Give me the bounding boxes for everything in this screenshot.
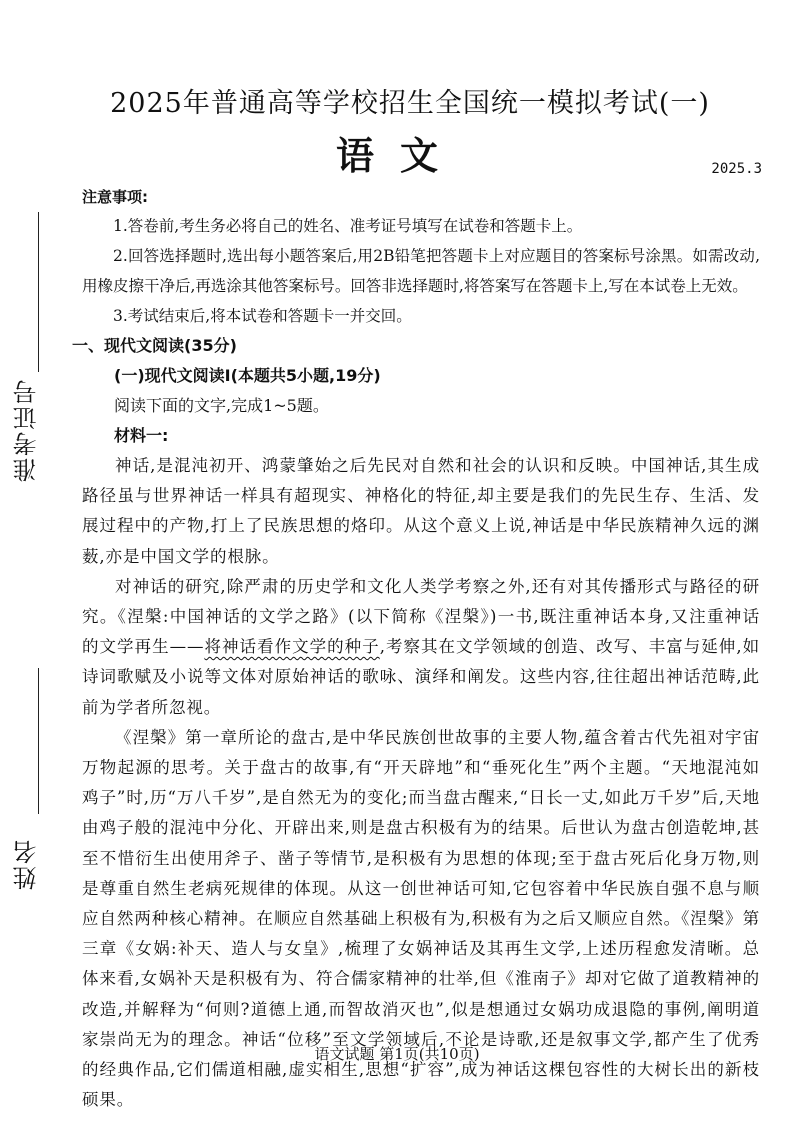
wavy-underlined-phrase: 将神话看作文学的种子: [204, 637, 380, 657]
name-label: 姓名: [13, 838, 41, 890]
material-label: 材料一:: [114, 426, 169, 445]
section-title: 一、现代文阅读(35分): [72, 336, 237, 355]
paragraph-2: [82, 572, 760, 723]
paragraph-2-start: 对神话的研究,除严肃的历史学和文化人类学考察之外,还有对其传播形式与路径的研究。《涅槃:中国神话的文学之路》(以下简称《涅槃》)一书,既注重神话本身,又注重神话的文学再生——: [82, 576, 760, 657]
subsection-title: (一)现代文阅读Ⅰ(本题共5小题,19分): [114, 366, 381, 385]
name-line: [38, 668, 39, 814]
notice-item-2: 2.回答选择题时,选出每小题答案后,用2B铅笔把答题卡上对应题目的答案标号涂黑。如需改动,用橡皮擦干净后,再选涂其他答案标号。回答非选择题时,将答案写在答题卡上,写在本试卷上无效。: [82, 247, 760, 295]
exam-title: 2025年普通高等学校招生全国统一模拟考试(一): [110, 88, 710, 119]
paragraph-2-end: ,考察其在文学领域的创造、改写、丰富与延伸,如诗词歌赋及小说等文体对原始神话的歌咏、演绎和阐发。这些内容,往往超出神话范畴,此前为学者所忽视。: [82, 637, 760, 717]
page-footer: 语文试题 第1页(共10页): [314, 1045, 480, 1063]
notice-item-1: 1.答卷前,考生务必将自己的姓名、准考证号填写在试卷和答题卡上。: [113, 217, 583, 235]
notice-heading: 注意事项:: [82, 188, 148, 206]
paragraph-1: 神话,是混沌初开、鸿蒙肇始之后先民对自然和社会的认识和反映。中国神话,其生成路径虽与世界神话一样具有超现实、神格化的特征,却主要是我们的先民生存、生活、发展过程中的产物,打上了民族思想的烙印。从这个意义上说,神话是中华民族精神久远的渊薮,亦是中国文学的根脉。: [82, 456, 760, 566]
notice-item-3: 3.考试结束后,将本试卷和答题卡一并交回。: [113, 307, 412, 325]
content: [72, 183, 760, 1115]
reading-instruction: 阅读下面的文字,完成1~5题。: [114, 396, 329, 415]
subject-title: 语文: [335, 133, 464, 178]
exam-date: 2025.3: [711, 161, 762, 177]
exam-id-line: [38, 212, 39, 372]
paragraph-3: 《涅槃》第一章所论的盘古,是中华民族创世故事的主要人物,蕴含着古代先祖对宇宙万物起源的思考。关于盘古的故事,有“开天辟地”和“垂死化生”两个主题。“天地混沌如鸡子”时,历“万八千岁”,是自然无为的变化;而当盘古醒来,“日长一丈,如此万千岁”后,天地由鸡子般的混沌中分化、开辟出来,则是盘古积极有为的结果。后世认为盘古创造乾坤,甚至不惜衍生出使用斧子、凿子等情节,是积极有为思想的体现;至于盘古死后化身万物,则是尊重自然生老病死规律的体现。从这一创世神话可知,它包容着中华民族自强不息与顺应自然两种核心精神。在顺应自然基础上积极有为,积极有为之后又顺应自然。《涅槃》第三章《女娲:补天、造人与女皇》,梳理了女娲神话及其再生文学,上述历程愈发清晰。总体来看,女娲补天是积极有为、符合儒家精神的壮举,但《淮南子》却对它做了道教精神的改造,并解释为“何则?道德上通,而智故消灭也”,似是想通过女娲功成退隐的事例,阐明道家崇尚无为的理念。神话“位移”至文学领域后,不论是诗歌,还是叙事文学,都产生了优秀的经典作品,它们儒道相融,虚实相生,思想“扩容”,成为神话这棵包容性的大树长出的新枝硕果。: [82, 727, 760, 1110]
exam-id-label: 准考证号: [13, 378, 41, 482]
